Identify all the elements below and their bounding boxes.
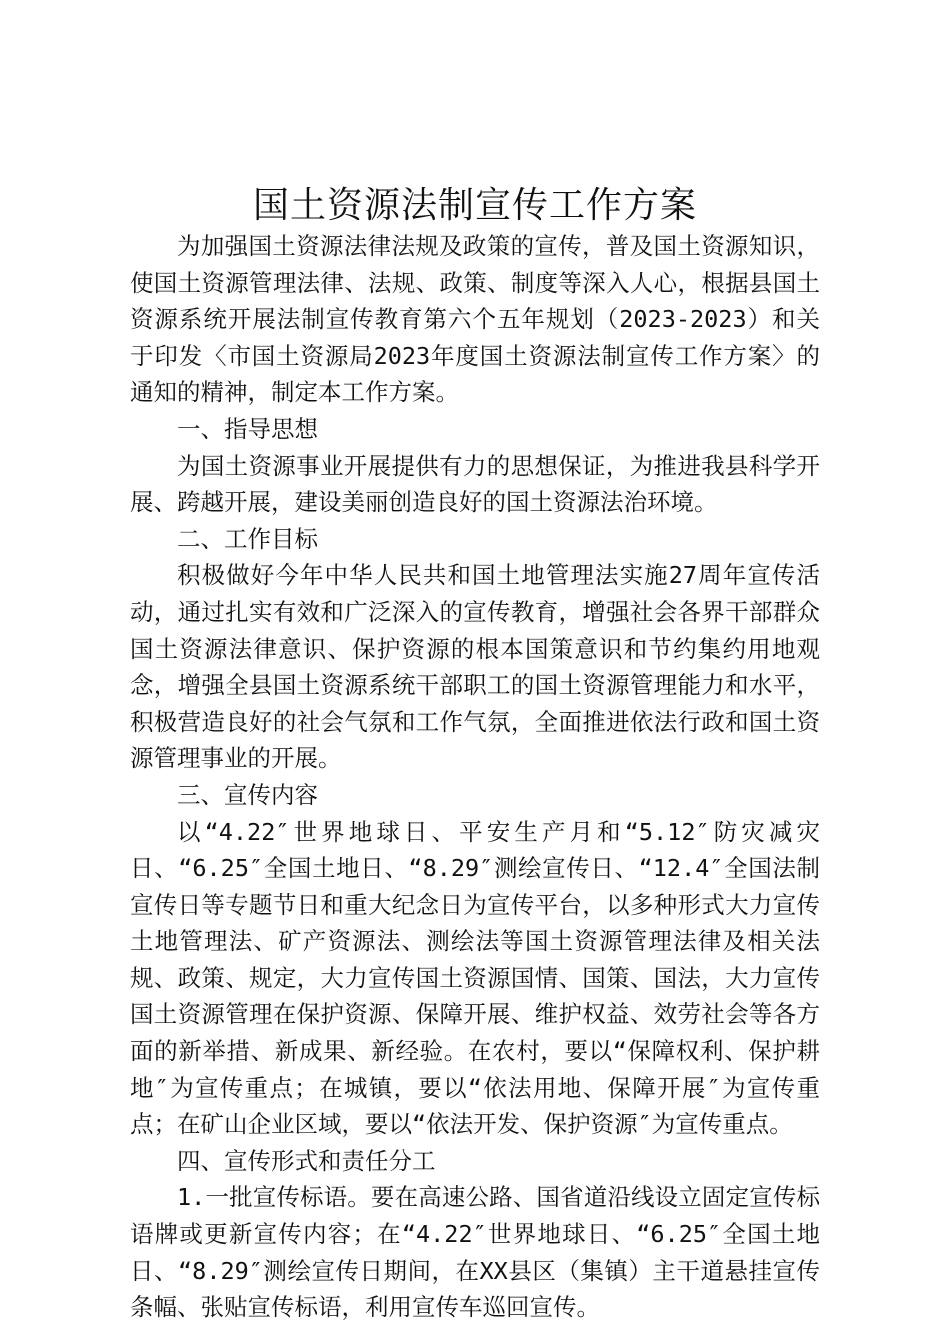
section-heading-work-goals: 二、工作目标 bbox=[177, 524, 318, 553]
section-heading-guiding-ideology: 一、指导思想 bbox=[177, 414, 318, 443]
document-body bbox=[130, 228, 820, 1326]
section-heading-publicity-forms: 四、宣传形式和责任分工 bbox=[177, 1146, 436, 1175]
document-title: 国土资源法制宣传工作方案 bbox=[252, 185, 697, 226]
intro-paragraph: 为加强国土资源法律法规及政策的宣传，普及国土资源知识，使国土资源管理法律、法规、政策、制度等深入人心，根据县国土资源系统开展法制宣传教育第六个五年规划（2023-2023）和关于印发〈市国土资源局2023年度国土资源法制宣传工作方案〉的通知的精神，制定本工作方案。 bbox=[130, 232, 820, 407]
publicity-forms-item-1: 1.一批宣传标语。要在高速公路、国省道沿线设立固定宣传标语牌或更新宣传内容；在“4.22″世界地球日、“6.25″全国土地日、“8.29″测绘宣传日期间，在XX县区（集镇）主干道悬挂宣传条幅、张贴宣传标语，利用宣传车巡回宣传。 bbox=[130, 1183, 820, 1322]
section-heading-publicity-content: 三、宣传内容 bbox=[177, 780, 318, 809]
guiding-ideology-paragraph: 为国土资源事业开展提供有力的思想保证，为推进我县科学开展、跨越开展，建设美丽创造良好的国土资源法治环境。 bbox=[130, 451, 820, 517]
publicity-content-paragraph: 以“4.22″世界地球日、平安生产月和“5.12″防灾减灾日、“6.25″全国土地日、“8.29″测绘宣传日、“12.4″全国法制宣传日等专题节日和重大纪念日为宣传平台，以多种形式大力宣传土地管理法、矿产资源法、测绘法等国土资源管理法律及相关法规、政策、规定，大力宣传国土资源国情、国策、国法，大力宣传国土资源管理在保护资源、保障开展、维护权益、效劳社会等各方面的新举措、新成果、新经验。在农村，要以“保障权利、保护耕地″为宣传重点；在城镇，要以“依法用地、保障开展″为宣传重点；在矿山企业区域，要以“依法开发、保护资源″为宣传重点。 bbox=[130, 817, 820, 1139]
work-goals-paragraph: 积极做好今年中华人民共和国土地管理法实施27周年宣传活动，通过扎实有效和广泛深入的宣传教育，增强社会各界干部群众国土资源法律意识、保护资源的根本国策意识和节约集约用地观念，增强全县国土资源系统干部职工的国土资源管理能力和水平，积极营造良好的社会气氛和工作气氛，全面推进依法行政和国土资源管理事业的开展。 bbox=[130, 561, 820, 773]
